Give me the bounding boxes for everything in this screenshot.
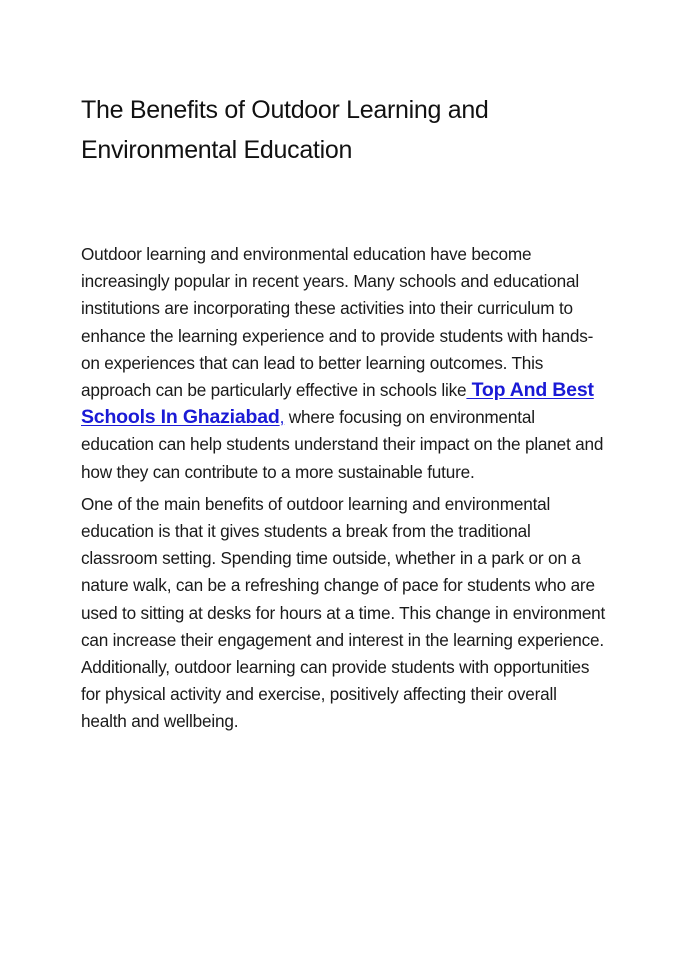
- article-body: [81, 241, 606, 741]
- page-title: [81, 90, 601, 170]
- title-line-1: The Benefits of Outdoor Learning and: [81, 96, 489, 124]
- paragraph-2: One of the main benefits of outdoor learning and environmental education is that it gives students a break from the traditional classroom setting. Spending time outside, whether in a park or on a nature walk, can be a refreshing change of pace for students who are used to sitting at desks for hours at a time. This change in environment can increase their engagement and interest in the learning experience. Additionally, outdoor learning can provide students with opportunities for physical activity and exercise, positively affecting their overall health and wellbeing.: [81, 493, 606, 732]
- schools-in-ghaziabad-link[interactable]: Top And Best Schools In Ghaziabad: [81, 379, 594, 429]
- paragraph-1-text-after-link: where focusing on environmental education can help students understand their impact on the planet and how they can contribute to a more sustainable future.: [81, 407, 604, 482]
- paragraph-1: [81, 241, 606, 486]
- link-comma: ,: [279, 407, 285, 428]
- paragraph-1-text-before-link: Outdoor learning and environmental education have become increasingly popular in recent years. Many schools and educational institutions are incorporating these activities into their curriculum to enhance the learning experience and to provide students with hands-on experiences that can lead to better learning outcomes. This approach can be particularly effective in schools like: [81, 244, 594, 401]
- title-line-2: Environmental Education: [81, 136, 353, 164]
